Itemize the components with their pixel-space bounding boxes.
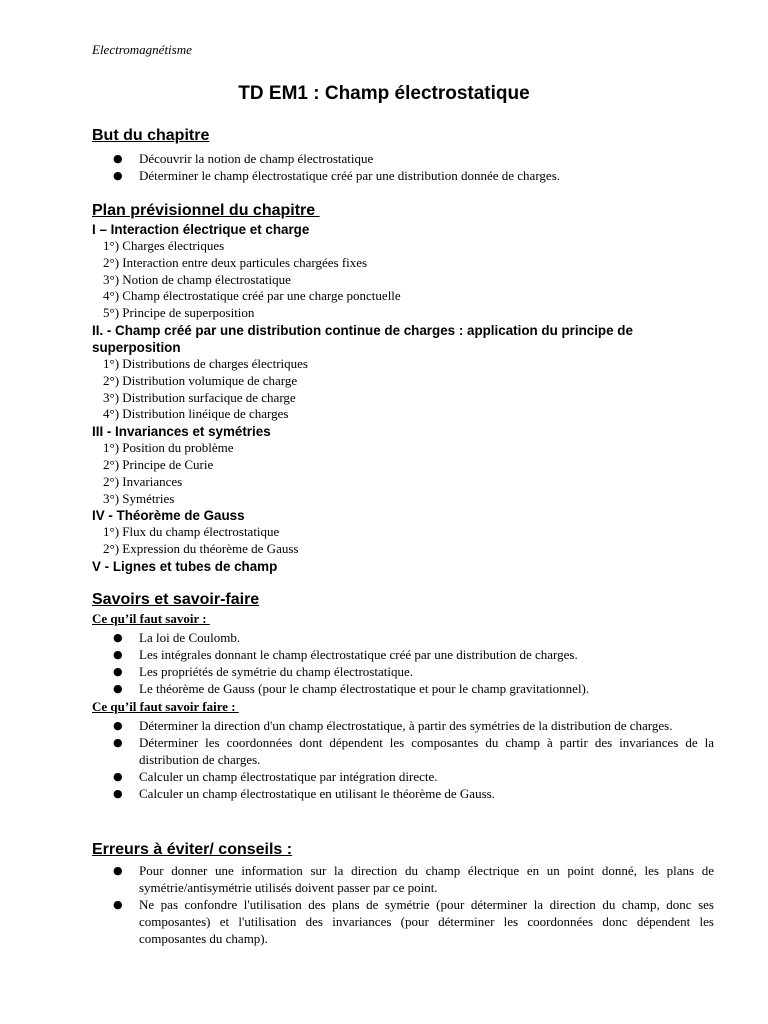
plan-item: 5°) Principe de superposition [103,305,255,321]
bullet-icon: ● [113,898,123,911]
plan-part-heading: IV - Théorème de Gauss [92,508,245,524]
running-header: Electromagnétisme [92,42,192,57]
plan-part-heading: V - Lignes et tubes de champ [92,558,278,574]
list-item: ● Déterminer les coordonnées dont dépendent les composantes du champ à partir des invariances de la distribution de charges. [113,735,714,767]
list-item: ● Les intégrales donnant le champ électrostatique créé par une distribution de charges. [113,647,578,662]
plan-item: 1°) Position du problème [103,440,234,456]
plan-item: 2°) Principe de Curie [103,456,214,472]
bullet-icon: ● [113,736,123,749]
bullet-icon: ● [113,631,123,644]
plan-part-heading: I – Interaction électrique et charge [92,222,310,237]
bullet-icon: ● [113,665,123,678]
bullet-icon: ● [113,152,123,165]
plan-item: 3°) Distribution surfacique de charge [103,389,296,405]
list-item: ● Les propriétés de symétrie du champ électrostatique. [113,664,413,679]
bullet-icon: ● [113,648,123,661]
list-item: ● Calculer un champ électrostatique par intégration directe. [113,769,438,784]
plan-outline [92,221,712,575]
plan-item: 3°) Notion de champ électrostatique [103,271,291,287]
section-title-savoirs: Savoirs et savoir-faire [92,591,260,608]
list-item: ● Le théorème de Gauss (pour le champ électrostatique et pour le champ gravitationnel). [113,681,590,696]
plan-item: 2°) Expression du théorème de Gauss [103,541,299,557]
plan-item: 1°) Flux du champ électrostatique [103,524,280,540]
plan-item: 2°) Distribution volumique de charge [103,372,298,388]
savoir-bullet-list [0,629,768,697]
list-item: ● Calculer un champ électrostatique en utilisant le théorème de Gauss. [113,786,495,801]
savoir-subheading: Ce qu’il faut savoir : [92,611,210,626]
section-title-plan: Plan prévisionnel du chapitre [92,202,320,219]
list-item: ● La loi de Coulomb. [113,630,241,645]
savoir-faire-subheading: Ce qu’il faut savoir faire : [92,699,239,714]
savoir-faire-bullet-list [0,717,768,802]
list-item: ● Pour donner une information sur la direction du champ électrique en un point donné, les plans de symétrie/antisymétrie utilisés doivent passer par ce point. [113,863,714,895]
list-item: ● Déterminer la direction d'un champ électrostatique, à partir des symétries de la distribution de charges. [113,718,673,733]
section-title-erreurs: Erreurs à éviter/ conseils : [92,841,293,858]
plan-item: 2°) Invariances [103,473,183,489]
plan-part-heading: III - Invariances et symétries [92,424,271,440]
plan-item: 2°) Interaction entre deux particules chargées fixes [103,254,368,270]
bullet-icon: ● [113,770,123,783]
plan-part-heading: II. - Champ créé par une distribution continue de charges : application du principe de superposition [92,322,633,355]
bullet-icon: ● [113,787,123,800]
bullet-icon: ● [113,169,123,182]
plan-item: 3°) Symétries [103,490,175,506]
page-title: TD EM1 : Champ électrostatique [238,83,530,104]
erreurs-bullet-list [0,862,768,947]
bullet-icon: ● [113,864,123,877]
plan-item: 1°) Distributions de charges électriques [103,355,308,371]
list-item: ● Déterminer le champ électrostatique créé par une distribution donnée de charges. [113,168,561,183]
list-item: ● Découvrir la notion de champ électrostatique [113,151,374,166]
plan-item: 4°) Distribution linéique de charges [103,406,289,422]
section-title-but: But du chapitre [92,127,210,144]
plan-item: 4°) Champ électrostatique créé par une charge ponctuelle [103,288,401,304]
plan-item: 1°) Charges électriques [103,238,225,253]
list-item: ● Ne pas confondre l'utilisation des plans de symétrie (pour déterminer la direction du champ, donc ses composantes) et l'utilisation des invariances (pour déterminer les coordonnées donc dépendent les composantes du champ). [113,897,714,946]
but-bullet-list [0,150,768,184]
bullet-icon: ● [113,719,123,732]
bullet-icon: ● [113,682,123,695]
